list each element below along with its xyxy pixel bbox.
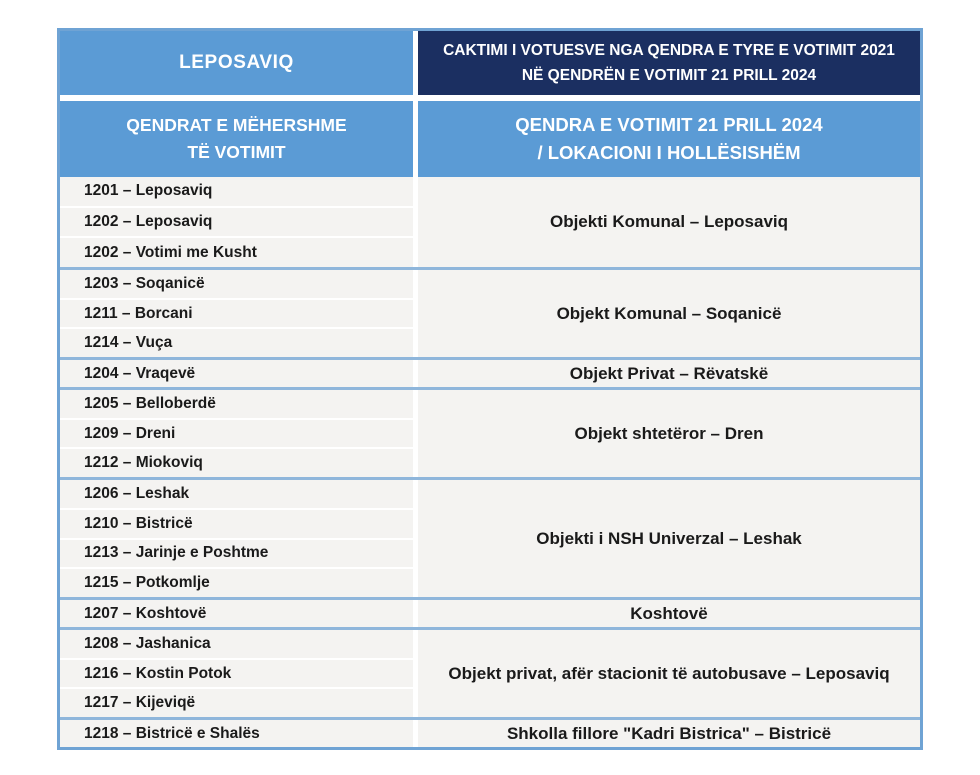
source-center-cell: 1214 – Vuça <box>60 327 413 357</box>
source-center-cell: 1213 – Jarinje e Poshtme <box>60 538 413 568</box>
column-header-row <box>60 101 920 177</box>
destination-label: Shkolla fillore "Kadri Bistrica" – Bistricë <box>506 723 832 743</box>
source-centers-column <box>60 480 413 597</box>
assignment-group <box>60 477 920 597</box>
destination-cell <box>418 270 920 357</box>
destination-label: Objekt Privat – Rëvatskë <box>569 363 769 383</box>
col-header-new-line1: QENDRA E VOTIMIT 21 PRILL 2024 <box>515 114 823 135</box>
assignment-groups <box>60 177 920 747</box>
source-center-cell: 1218 – Bistricë e Shalës <box>60 720 413 747</box>
destination-label: Objekti Komunal – Leposaviq <box>549 212 789 231</box>
source-centers-column <box>60 177 413 267</box>
source-centers-column <box>60 600 413 627</box>
voting-assignment-table <box>57 28 923 750</box>
destination-cell <box>418 720 920 747</box>
source-center-cell: 1203 – Soqanicë <box>60 270 413 298</box>
destination-label: Objekti i NSH Univerzal – Leshak <box>536 528 802 548</box>
source-center-cell: 1210 – Bistricë <box>60 508 413 538</box>
source-centers-column <box>60 360 413 387</box>
col-header-new-line2: / LOKACIONI I HOLLËSISHËM <box>537 142 801 163</box>
assignment-title-line2: NË QENDRËN E VOTIMIT 21 PRILL 2024 <box>521 67 817 84</box>
source-center-cell: 1202 – Votimi me Kusht <box>60 236 413 267</box>
source-center-cell: 1211 – Borcani <box>60 298 413 328</box>
col-header-new-center <box>418 101 920 177</box>
source-centers-column <box>60 270 413 357</box>
source-centers-column <box>60 720 413 747</box>
region-title-text: LEPOSAVIQ <box>179 52 294 73</box>
source-center-cell: 1215 – Potkomlje <box>60 567 413 597</box>
col-header-previous-centers <box>60 101 413 177</box>
assignment-group <box>60 597 920 627</box>
assignment-group <box>60 387 920 477</box>
destination-cell <box>418 480 920 597</box>
source-center-cell: 1204 – Vraqevë <box>60 360 413 387</box>
destination-cell <box>418 177 920 267</box>
assignment-group <box>60 267 920 357</box>
source-center-cell: 1208 – Jashanica <box>60 630 413 658</box>
destination-label: Objekt privat, afër stacionit të autobusave – Leposaviq <box>448 663 890 683</box>
assignment-group <box>60 717 920 747</box>
assignment-group <box>60 177 920 267</box>
source-center-cell: 1216 – Kostin Potok <box>60 658 413 688</box>
source-center-cell: 1201 – Leposaviq <box>60 177 413 206</box>
source-center-cell: 1209 – Dreni <box>60 418 413 448</box>
source-center-cell: 1202 – Leposaviq <box>60 206 413 237</box>
source-center-cell: 1212 – Miokoviq <box>60 447 413 477</box>
source-center-cell: 1207 – Koshtovë <box>60 600 413 627</box>
title-row <box>60 31 920 95</box>
destination-label: Objekt shtetëror – Dren <box>574 423 764 443</box>
region-title <box>60 31 413 95</box>
destination-label: Koshtovë <box>630 603 708 623</box>
col-header-previous-line1: QENDRAT E MËHERSHME <box>126 115 347 135</box>
assignment-group <box>60 357 920 387</box>
source-centers-column <box>60 630 413 717</box>
source-center-cell: 1205 – Belloberdë <box>60 390 413 418</box>
source-center-cell: 1217 – Kijeviqë <box>60 687 413 717</box>
source-centers-column <box>60 390 413 477</box>
destination-cell <box>418 600 920 627</box>
assignment-group <box>60 627 920 717</box>
assignment-title-line1: CAKTIMI I VOTUESVE NGA QENDRA E TYRE E VOTIMIT 2021 <box>443 42 895 59</box>
destination-cell <box>418 360 920 387</box>
destination-label: Objekt Komunal – Soqanicë <box>556 303 782 323</box>
destination-cell <box>418 390 920 477</box>
source-center-cell: 1206 – Leshak <box>60 480 413 508</box>
col-header-previous-line2: TË VOTIMIT <box>187 142 286 162</box>
destination-cell <box>418 630 920 717</box>
assignment-title <box>418 31 920 95</box>
